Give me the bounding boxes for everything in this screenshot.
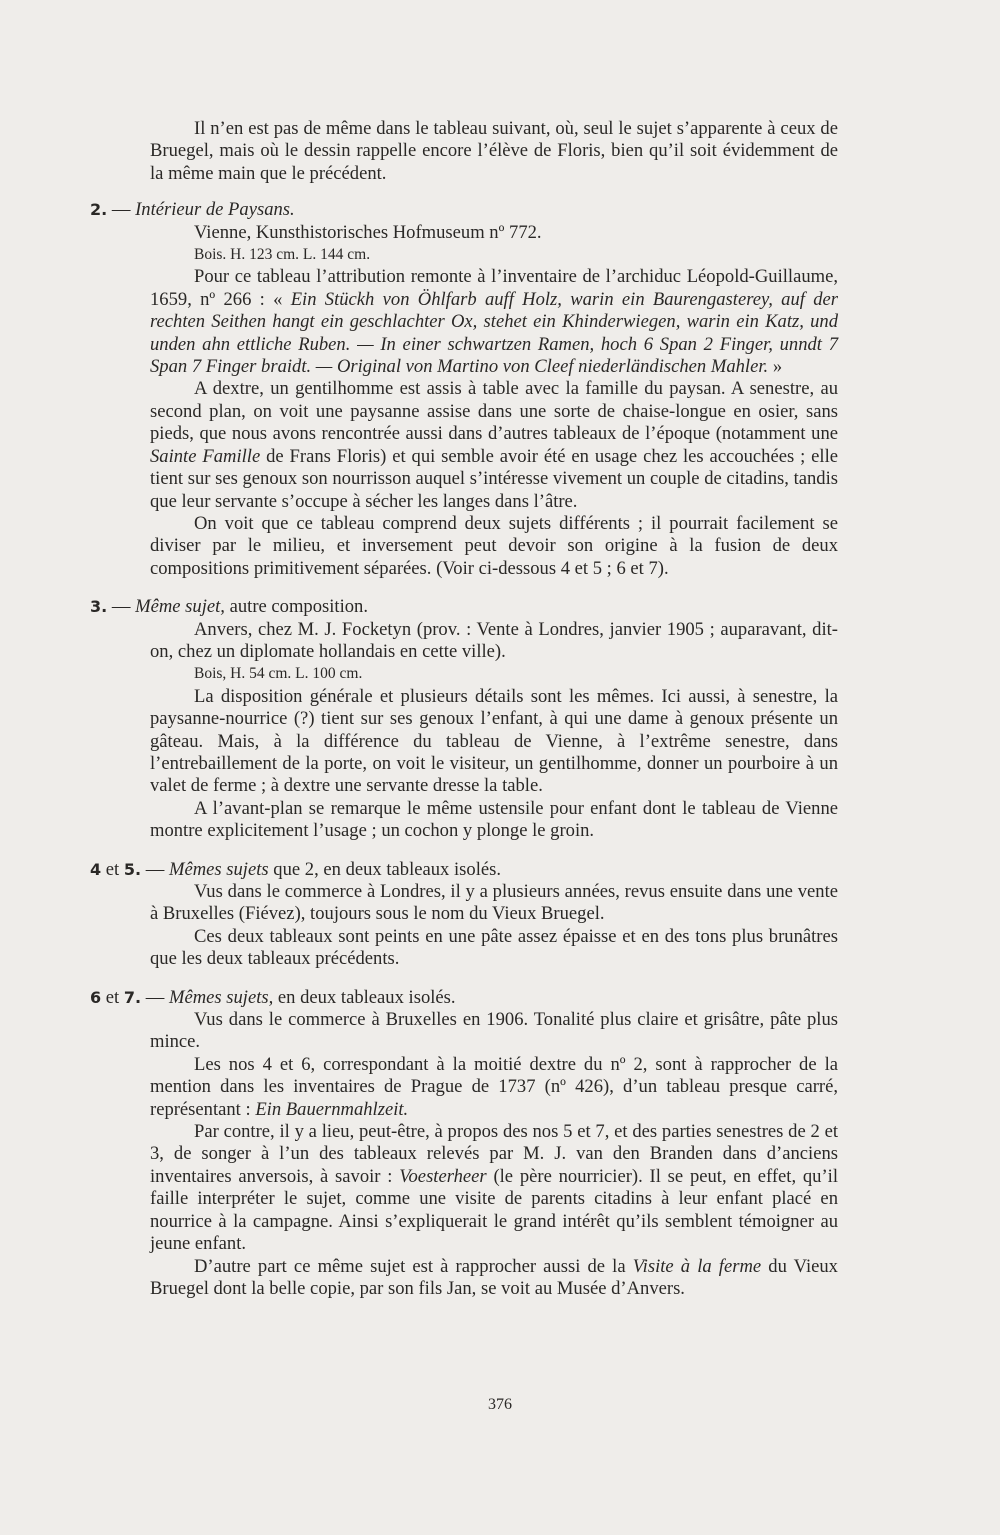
entry-4-5-heading: 4 et 5. — Mêmes sujets que 2, en deux tableaux isolés. [90,858,501,880]
entry-3-number: 3. [90,597,108,617]
entry-3-dimensions: Bois, H. 54 cm. L. 100 cm. [194,665,363,683]
entry-2-dimensions: Bois. H. 123 cm. L. 144 cm. [194,246,371,264]
entry-3-heading: 3. — Même sujet, autre composition. [90,596,368,618]
entry-3-location: Anvers, chez M. J. Focketyn (prov. : Vente à Londres, janvier 1905 ; auparavant, dit-on, chez un diplomate hollandais en cette ville). [150,618,838,662]
entry-4-5-paragraph-1: Vus dans le commerce à Londres, il y a plusieurs années, revus ensuite dans une vente à Bruxelles (Fiévez), toujours sous le nom du Vieux Bruegel. [150,881,838,925]
entry-4-5-paragraph-2: Ces deux tableaux sont peints en une pâte assez épaisse et en des tons plus brunâtres que les deux tableaux précédents. [150,925,838,970]
entry-6-7-paragraph-4: D’autre part ce même sujet est à rapprocher aussi de la Visite à la ferme du Vieux Bruegel dont la belle copie, par son fils Jan, se voit au Musée d’Anvers. [150,1255,838,1299]
entry-3-title: Même sujet, [135,596,225,618]
entry-3-paragraph-1: La disposition générale et plusieurs détails sont les mêmes. Ici aussi, à senestre, la paysanne-nourrice (?) tient sur ses genoux l’enfant, à qui une dame à genoux présente un gâteau. Mais, à la différence du tableau de Vienne, à l’extrême senestre, dans l’entrebaillement de la porte, on voit le visiteur, un gentilhomme, donner un pourboire à un valet de ferme ; à dextre une servante dresse la table. [150,685,838,797]
entry-2-paragraph-1: Pour ce tableau l’attribution remonte à l’inventaire de l’archiduc Léopold-Guillaume, 1659, nº 266 : « Ein Stückh von Öhlfarb auff Holz, warin ein Baurengasterey, auf der rechten Seithen hangt ein geschlachter Ox, stehet ein Khinderwiegen, warin ein Katz, und unden ahn ettliche Ruben. — In einer schwartzen Ramen, hoch 6 Span 2 Finger, unndt 7 Span 7 Finger braidt. — Original von Martino von Cleef niederländischen Mahler. » [150,266,838,378]
entry-6-7-paragraph-2: Les nos 4 et 6, correspondant à la moitié dextre du nº 2, sont à rapprocher de la mention dans les inventaires de Prague de 1737 (nº 426), d’un tableau presque carré, représentant : Ein Bauernmahlzeit. [150,1053,838,1120]
entry-2-location: Vienne, Kunsthistorisches Hofmuseum nº 772. [194,221,542,243]
entry-2-dash: — [107,199,136,221]
entry-6-7-paragraph-1: Vus dans le commerce à Bruxelles en 1906. Tonalité plus claire et grisâtre, pâte plus mince. [150,1009,838,1053]
intro-paragraph: Il n’en est pas de même dans le tableau suivant, où, seul le sujet s’apparente à ceux de Bruegel, mais où le dessin rappelle encore l’élève de Floris, bien qu’il soit évidemment de la même main que le précédent. [150,118,838,184]
entry-3-paragraph-2: A l’avant-plan se remarque le même ustensile pour enfant dont le tableau de Vienne montre explicitement l’usage ; un cochon y plonge le groin. [150,797,838,842]
entry-6-7-title: Mêmes sujets, [168,986,274,1008]
entry-4-5-title: Mêmes sujets [168,858,269,880]
entry-2-heading [90,199,838,221]
entry-2-title: Intérieur de Paysans. [135,199,295,221]
entry-2-paragraph-2: A dextre, un gentilhomme est assis à table avec la famille du paysan. A senestre, au second plan, on voit une paysanne assise dans une sorte de chaise-longue en osier, sans pieds, que nous avons rencontrée aussi dans d’autres tableaux de l’époque (notamment une Sainte Famille de Frans Floris) et qui semble avoir été en usage chez les accouchées ; elle tient sur ses genoux son nourrisson auquel s’intéresse vivement un couple de citadins, tandis que leur servante s’occupe à sécher les langes dans l’âtre. [150,378,838,512]
entry-6-7-paragraph-3: Par contre, il y a lieu, peut-être, à propos des nos 5 et 7, et des parties senestres de 2 et 3, de songer à l’un des tableaux relevés par M. J. van den Branden dans d’anciens inventaires anversois, à savoir : Voesterheer (le père nourricier). Il se peut, en effet, qu’il faille interpréter le sujet, comme une visite de parents citadins à leur enfant placé en nourrice à la campagne. Ainsi s’expliquerait le grand intérêt qu’ils semblent témoigner au jeune enfant. [150,1121,838,1255]
entry-6-7-heading: 6 et 7. — Mêmes sujets, en deux tableaux isolés. [90,986,456,1008]
body-text [90,118,838,1300]
page-number: 376 [488,1396,512,1413]
inventory-quote: Ein Stückh von Öhlfarb auff Holz, warin ein Baurengasterey, auf der rechten Seithen hangt ein geschlachter Ox, stehet ein Khinderwiegen, warin ein Katz, und unden ahn ettliche Ruben. — In einer schwartzen Ramen, hoch 6 Span 2 Finger, unndt 7 Span 7 Finger braidt. — Original von Martino von Cleef niederländischen Mahler. [150,288,838,378]
entry-2-paragraph-3: On voit que ce tableau comprend deux sujets différents ; il pourrait facilement se diviser par le milieu, et inversement peut devoir son origine à la fusion de deux compositions primitivement séparées. (Voir ci-dessous 4 et 5 ; 6 et 7). [150,512,838,579]
entry-2-number: 2. [90,200,108,220]
